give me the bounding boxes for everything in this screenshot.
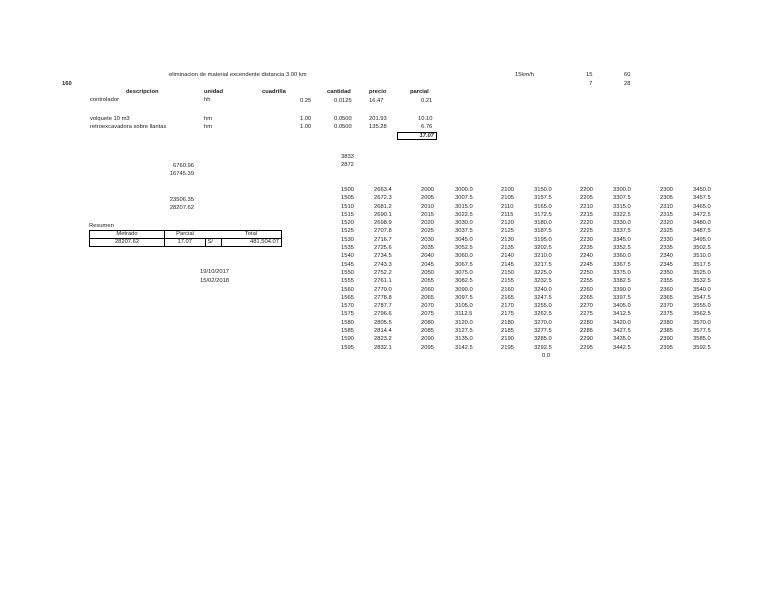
grid-cell: 2814.4 bbox=[374, 328, 392, 335]
grid-cell: 3015.0 bbox=[455, 203, 473, 210]
grid-cell: 2270 bbox=[580, 303, 593, 310]
grid-cell: 2175 bbox=[501, 311, 514, 318]
grid-cell: 2010 bbox=[421, 203, 434, 210]
grid-cell: 2340 bbox=[660, 253, 673, 260]
grid-cell: 3397.5 bbox=[613, 294, 631, 301]
grid-cell: 2315 bbox=[660, 211, 673, 218]
grid-cell: 2080 bbox=[421, 319, 434, 326]
grid-cell: 3382.5 bbox=[613, 278, 631, 285]
grid-cell: 3330.0 bbox=[613, 220, 631, 227]
grid-cell: 3517.5 bbox=[693, 261, 711, 268]
grid-cell: 3307.5 bbox=[613, 195, 631, 202]
grid-cell: 3127.5 bbox=[455, 328, 473, 335]
header-descripcion: descripcion bbox=[126, 89, 159, 95]
header-precio: precio bbox=[369, 89, 387, 95]
grid-column bbox=[660, 186, 673, 352]
grid-cell: 2075 bbox=[421, 311, 434, 318]
cell-60: 60 bbox=[624, 72, 631, 78]
grid-cell: 3525.0 bbox=[693, 269, 711, 276]
speed-label: 15km/h bbox=[515, 72, 535, 78]
grid-cell: 3030.0 bbox=[455, 220, 473, 227]
grid-cell: 1585 bbox=[341, 328, 354, 335]
grid-cell: 2250 bbox=[580, 269, 593, 276]
grid-cell: 3322.5 bbox=[613, 211, 631, 218]
grid-cell: 2165 bbox=[501, 294, 514, 301]
grid-cell: 3225.0 bbox=[534, 269, 552, 276]
grid-cell: 3270.0 bbox=[534, 319, 552, 326]
grid-cell: 3082.5 bbox=[455, 278, 473, 285]
grid-cell: 3150.0 bbox=[534, 187, 552, 193]
grid-cell: 3285.0 bbox=[534, 336, 552, 343]
item-parcial: 0.21 bbox=[421, 98, 433, 104]
item-cuadrilla: 1.00 bbox=[300, 124, 312, 130]
grid-cell: 2265 bbox=[580, 294, 593, 301]
grid-cell: 3090.0 bbox=[455, 286, 473, 293]
grid-cell: 2140 bbox=[501, 253, 514, 260]
grid-cell: 3562.5 bbox=[693, 311, 711, 318]
grid-cell: 3255.0 bbox=[534, 303, 552, 310]
header-cuadrilla: cuadrilla bbox=[262, 89, 286, 95]
grid-cell: 2195 bbox=[501, 344, 514, 351]
grid-cell: 2230 bbox=[580, 236, 593, 243]
grid-cell: 2070 bbox=[421, 303, 434, 310]
grid-cell: 3120.0 bbox=[455, 319, 473, 326]
item-cuadrilla: 1.00 bbox=[300, 116, 312, 122]
grid-cell: 2255 bbox=[580, 278, 593, 285]
resumen-parcial: 17.07 bbox=[165, 239, 206, 247]
grid-cell: 3300.0 bbox=[613, 187, 631, 193]
grid-cell: 2380 bbox=[660, 319, 673, 326]
grid-cell: 3547.5 bbox=[693, 294, 711, 301]
grid-cell: 3532.5 bbox=[693, 278, 711, 285]
sheet-title: eliminacion de material excendente distancia 3.00 km bbox=[169, 72, 307, 78]
date-cell: 19/10/2017 bbox=[200, 269, 230, 275]
grid-cell: 3540.0 bbox=[693, 286, 711, 293]
value-cell: 3833 bbox=[341, 154, 354, 160]
grid-cell: 3442.5 bbox=[613, 344, 631, 351]
cell-7: 7 bbox=[589, 81, 593, 87]
grid-cell: 3247.5 bbox=[534, 294, 552, 301]
item-desc: controlador bbox=[90, 97, 120, 103]
grid-cell: 1560 bbox=[341, 286, 354, 293]
grid-cell: 2390 bbox=[660, 336, 673, 343]
grid-cell: 2761.1 bbox=[374, 278, 392, 285]
grid-cell: 2725.6 bbox=[374, 245, 392, 252]
resumen-table bbox=[89, 230, 282, 247]
grid-cell: 2100 bbox=[501, 187, 514, 193]
resumen-metrado: 28207.62 bbox=[90, 239, 165, 247]
grid-cell: 1515 bbox=[341, 211, 354, 218]
grid-cell: 3022.5 bbox=[455, 211, 473, 218]
grid-cell: 2663.4 bbox=[374, 187, 392, 193]
row-number: 160 bbox=[62, 81, 72, 87]
item-precio: 16.47 bbox=[369, 98, 384, 104]
grid-cell: 2285 bbox=[580, 328, 593, 335]
grid-cell: 2345 bbox=[660, 261, 673, 268]
grid-cell: 3060.0 bbox=[455, 253, 473, 260]
grid-cell: 2085 bbox=[421, 328, 434, 335]
grid-cell: 3165.0 bbox=[534, 203, 552, 210]
grid-cell: 1500 bbox=[341, 187, 354, 193]
grid-cell: 2235 bbox=[580, 245, 593, 252]
grid-cell: 3135.0 bbox=[455, 336, 473, 343]
grid-cell: 1595 bbox=[341, 344, 354, 351]
grid-cell: 3067.5 bbox=[455, 261, 473, 268]
grid-cell: 2150 bbox=[501, 269, 514, 276]
grid-cell: 2095 bbox=[421, 344, 434, 351]
grid-cell: 2125 bbox=[501, 228, 514, 235]
grid-cell: 3390.0 bbox=[613, 286, 631, 293]
grid-cell: 2155 bbox=[501, 278, 514, 285]
grid-cell: 2120 bbox=[501, 220, 514, 227]
item-parcial: 6.76 bbox=[421, 124, 433, 130]
grid-cell: 3555.0 bbox=[693, 303, 711, 310]
header-unidad: unidad bbox=[204, 89, 223, 95]
grid-cell: 3375.0 bbox=[613, 269, 631, 276]
grid-cell: 3210.0 bbox=[534, 253, 552, 260]
resumen-total: 481,504.07 bbox=[221, 239, 282, 247]
grid-cell: 2295 bbox=[580, 344, 593, 351]
grid-cell: 3202.5 bbox=[534, 245, 552, 252]
item-parcial: 10.10 bbox=[418, 116, 433, 122]
grid-cell: 3495.0 bbox=[693, 236, 711, 243]
grid-cell: 3487.5 bbox=[693, 228, 711, 235]
grid-cell: 2240 bbox=[580, 253, 593, 260]
cell-28: 28 bbox=[624, 81, 631, 87]
grid-cell: 2040 bbox=[421, 253, 434, 260]
grid-cell: 2200 bbox=[580, 187, 593, 193]
grid-cell: 3450.0 bbox=[693, 187, 711, 193]
value-cell: 2872 bbox=[341, 162, 354, 168]
grid-cell: 2215 bbox=[580, 211, 593, 218]
total-parcial-cell: 17.07 bbox=[397, 132, 437, 140]
grid-cell: 3472.5 bbox=[693, 211, 711, 218]
grid-cell: 1510 bbox=[341, 203, 354, 210]
grid-column bbox=[455, 186, 473, 352]
item-desc: volquete 10 m3 bbox=[90, 116, 130, 122]
grid-cell: 1525 bbox=[341, 228, 354, 235]
grid-cell: 3337.5 bbox=[613, 228, 631, 235]
date-cell: 15/02/2018 bbox=[200, 278, 230, 284]
grid-cell: 3435.0 bbox=[613, 336, 631, 343]
grid-cell: 3180.0 bbox=[534, 220, 552, 227]
grid-cell: 2778.8 bbox=[374, 294, 392, 301]
grid-cell: 2000 bbox=[421, 187, 434, 193]
grid-cell: 1550 bbox=[341, 269, 354, 276]
grid-cell: 2787.7 bbox=[374, 303, 392, 310]
grid-cell: 3217.5 bbox=[534, 261, 552, 268]
grid-cell: 1555 bbox=[341, 278, 354, 285]
grid-cell: 3262.5 bbox=[534, 311, 552, 318]
grid-cell: 2290 bbox=[580, 336, 593, 343]
grid-cell: 2015 bbox=[421, 211, 434, 218]
grid-cell: 2365 bbox=[660, 294, 673, 301]
grid-cell: 3277.5 bbox=[534, 328, 552, 335]
grid-cell: 2310 bbox=[660, 203, 673, 210]
resumen-currency: S/ bbox=[205, 239, 221, 247]
grid-cell: 3157.5 bbox=[534, 195, 552, 202]
grid-cell: 2360 bbox=[660, 286, 673, 293]
grid-cell: 2065 bbox=[421, 294, 434, 301]
grid-cell: 2260 bbox=[580, 286, 593, 293]
grid-cell: 1575 bbox=[341, 311, 354, 318]
item-unit: hm bbox=[204, 116, 213, 122]
grid-cell: 2245 bbox=[580, 261, 593, 268]
grid-cell: 2734.5 bbox=[374, 253, 392, 260]
grid-cell: 2160 bbox=[501, 286, 514, 293]
grid-cell: 3097.5 bbox=[455, 294, 473, 301]
grid-cell: 2220 bbox=[580, 220, 593, 227]
grid-cell: 2060 bbox=[421, 286, 434, 293]
grid-cell: 3465.0 bbox=[693, 203, 711, 210]
grid-cell: 1535 bbox=[341, 245, 354, 252]
grid-cell: 2050 bbox=[421, 269, 434, 276]
grid-cell: 2395 bbox=[660, 344, 673, 351]
grid-cell: 2823.2 bbox=[374, 336, 392, 343]
item-cuadrilla: 0.25 bbox=[300, 98, 312, 104]
grid-cell: 2770.0 bbox=[374, 286, 392, 293]
grid-cell: 3570.0 bbox=[693, 319, 711, 326]
grid-cell: 2832.1 bbox=[374, 344, 392, 351]
grid-cell: 3240.0 bbox=[534, 286, 552, 293]
grid-cell: 2225 bbox=[580, 228, 593, 235]
item-unit: hh bbox=[204, 97, 211, 103]
header-parcial: parcial bbox=[410, 89, 429, 95]
grid-cell: 3142.5 bbox=[455, 344, 473, 351]
cell-15: 15 bbox=[586, 72, 593, 78]
grid-column bbox=[501, 186, 514, 352]
grid-cell: 3510.0 bbox=[693, 253, 711, 260]
grid-cell: 2385 bbox=[660, 328, 673, 335]
grid-cell: 2375 bbox=[660, 311, 673, 318]
grid-cell: 2690.1 bbox=[374, 211, 392, 218]
grid-cell: 3007.5 bbox=[455, 195, 473, 202]
grid-cell: 1580 bbox=[341, 319, 354, 326]
grid-cell: 3585.0 bbox=[693, 336, 711, 343]
grid-cell: 2305 bbox=[660, 195, 673, 202]
grid-cell: 2030 bbox=[421, 236, 434, 243]
value-cell: 23506.35 bbox=[169, 197, 194, 203]
grid-cell: 3052.5 bbox=[455, 245, 473, 252]
grid-column bbox=[534, 186, 552, 360]
grid-cell: 3292.5 bbox=[534, 344, 552, 351]
grid-cell: 2805.5 bbox=[374, 319, 392, 326]
grid-cell: 3502.5 bbox=[693, 245, 711, 252]
grid-cell: 2698.9 bbox=[374, 220, 392, 227]
item-precio: 201.93 bbox=[369, 116, 387, 122]
value-cell: 16745.39 bbox=[169, 171, 194, 177]
grid-cell: 2190 bbox=[501, 336, 514, 343]
grid-cell: 2090 bbox=[421, 336, 434, 343]
grid-cell: 3315.0 bbox=[613, 203, 631, 210]
grid-cell: 2370 bbox=[660, 303, 673, 310]
item-unit: hm bbox=[204, 124, 213, 130]
resumen-total-header: Total bbox=[221, 231, 282, 239]
grid-column bbox=[341, 186, 354, 352]
item-desc: retroexcavadora sobre llantas bbox=[90, 124, 167, 130]
resumen-spacer bbox=[205, 231, 221, 239]
grid-cell: 2110 bbox=[501, 203, 514, 210]
grid-cell: 2672.3 bbox=[374, 195, 392, 202]
grid-cell: 2020 bbox=[421, 220, 434, 227]
grid-cell: 1590 bbox=[341, 336, 354, 343]
grid-cell: 2681.2 bbox=[374, 203, 392, 210]
grid-cell: 1520 bbox=[341, 220, 354, 227]
item-cantidad: 0.0125 bbox=[334, 98, 352, 104]
resumen-label: Resumen bbox=[89, 223, 114, 229]
grid-cell: 3457.5 bbox=[693, 195, 711, 202]
item-cantidad: 0.0500 bbox=[334, 124, 352, 130]
grid-cell: 3187.5 bbox=[534, 228, 552, 235]
grid-cell: 2105 bbox=[501, 195, 514, 202]
grid-cell: 3405.0 bbox=[613, 303, 631, 310]
grid-cell: 2205 bbox=[580, 195, 593, 202]
grid-column bbox=[580, 186, 593, 352]
grid-cell: 2325 bbox=[660, 228, 673, 235]
grid-column bbox=[421, 186, 434, 352]
header-cantidad: cantidad bbox=[327, 89, 351, 95]
grid-cell: 2035 bbox=[421, 245, 434, 252]
grid-cell: 1565 bbox=[341, 294, 354, 301]
grid-cell: 2743.3 bbox=[374, 261, 392, 268]
grid-cell: 2170 bbox=[501, 303, 514, 310]
grid-cell: 2335 bbox=[660, 245, 673, 252]
item-cantidad: 0.0500 bbox=[334, 116, 352, 122]
grid-column bbox=[613, 186, 631, 352]
grid-cell: 0.0 bbox=[542, 352, 551, 359]
grid-cell: 2135 bbox=[501, 245, 514, 252]
grid-cell: 2350 bbox=[660, 269, 673, 276]
grid-cell: 3075.0 bbox=[455, 269, 473, 276]
resumen-parcial-header: Parcial bbox=[165, 231, 206, 239]
grid-column bbox=[693, 186, 711, 352]
grid-cell: 2275 bbox=[580, 311, 593, 318]
grid-cell: 1530 bbox=[341, 236, 354, 243]
grid-cell: 2355 bbox=[660, 278, 673, 285]
grid-cell: 3577.5 bbox=[693, 328, 711, 335]
grid-cell: 2005 bbox=[421, 195, 434, 202]
grid-cell: 1505 bbox=[341, 195, 354, 202]
grid-cell: 2045 bbox=[421, 261, 434, 268]
grid-cell: 3172.5 bbox=[534, 211, 552, 218]
grid-cell: 3345.0 bbox=[613, 236, 631, 243]
grid-cell: 3232.5 bbox=[534, 278, 552, 285]
grid-cell: 3367.5 bbox=[613, 261, 631, 268]
grid-cell: 2796.6 bbox=[374, 311, 392, 318]
grid-cell: 2707.8 bbox=[374, 228, 392, 235]
grid-cell: 2280 bbox=[580, 319, 593, 326]
item-precio: 135.28 bbox=[369, 124, 387, 130]
grid-cell: 3105.0 bbox=[455, 303, 473, 310]
grid-cell: 2210 bbox=[580, 203, 593, 210]
grid-cell: 3480.0 bbox=[693, 220, 711, 227]
grid-cell: 3112.5 bbox=[455, 311, 473, 318]
grid-cell: 3352.5 bbox=[613, 245, 631, 252]
grid-cell: 3037.5 bbox=[455, 228, 473, 235]
grid-cell: 3000.0 bbox=[455, 187, 473, 193]
grid-cell: 3195.0 bbox=[534, 236, 552, 243]
value-cell: 28207.62 bbox=[169, 205, 194, 211]
grid-cell: 2185 bbox=[501, 328, 514, 335]
grid-cell: 2130 bbox=[501, 236, 514, 243]
grid-cell: 1545 bbox=[341, 261, 354, 268]
grid-cell: 3045.0 bbox=[455, 236, 473, 243]
value-cell: 6760.96 bbox=[173, 163, 194, 169]
grid-cell: 2716.7 bbox=[374, 236, 392, 243]
grid-cell: 3412.5 bbox=[613, 311, 631, 318]
grid-cell: 2330 bbox=[660, 236, 673, 243]
grid-cell: 2180 bbox=[501, 319, 514, 326]
grid-cell: 2752.2 bbox=[374, 269, 392, 276]
resumen-metrado-header: Metrado bbox=[90, 231, 165, 239]
grid-cell: 3420.0 bbox=[613, 319, 631, 326]
grid-cell: 2055 bbox=[421, 278, 434, 285]
grid-cell: 2145 bbox=[501, 261, 514, 268]
grid-cell: 1540 bbox=[341, 253, 354, 260]
grid-cell: 2025 bbox=[421, 228, 434, 235]
grid-cell: 1570 bbox=[341, 303, 354, 310]
grid-cell: 2320 bbox=[660, 220, 673, 227]
grid-cell: 3592.5 bbox=[693, 344, 711, 351]
grid-cell: 3427.5 bbox=[613, 328, 631, 335]
grid-cell: 3360.0 bbox=[613, 253, 631, 260]
grid-column bbox=[374, 186, 392, 352]
grid-cell: 2300 bbox=[660, 187, 673, 193]
grid-cell: 2115 bbox=[501, 211, 514, 218]
